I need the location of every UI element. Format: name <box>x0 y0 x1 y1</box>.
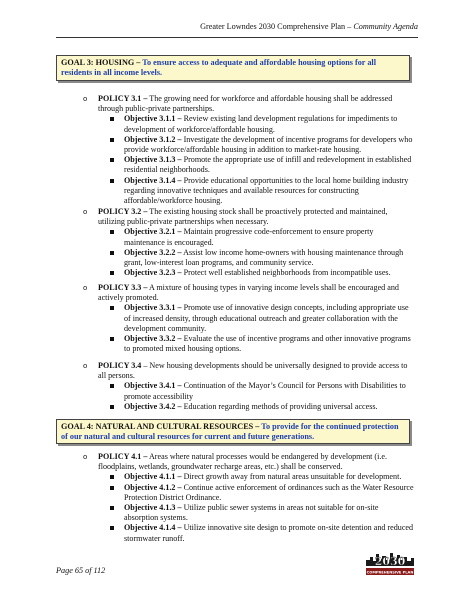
square-bullet-icon <box>110 405 114 409</box>
square-bullet-icon <box>110 306 114 310</box>
objective-text: Review existing land development regulations for impediments to development of workforce/affordable housing. <box>124 114 398 134</box>
plan-2030-logo <box>362 548 418 578</box>
objective-name: Objective 4.1.3 – <box>124 503 182 513</box>
goal-3-text: To ensure access to adequate and affordable housing options for all residents in all income levels. <box>61 58 376 77</box>
policy-text: The existing housing stock shall be proactively protected and maintained, utilizing public-private partnerships when necessary. <box>98 207 388 227</box>
objective-name: Objective 3.3.2 – <box>124 334 182 344</box>
objective-text: Promote the appropriate use of infill and redevelopment in established residential neighborhoods. <box>124 155 412 175</box>
objective-name: Objective 3.1.1 – <box>124 114 182 124</box>
goal-4-box <box>56 419 410 444</box>
objective-item <box>98 381 414 401</box>
objective-list <box>98 381 414 412</box>
circle-bullet-icon: o <box>83 284 88 292</box>
square-bullet-icon <box>110 271 114 275</box>
objective-name: Objective 3.1.4 – <box>124 175 182 185</box>
objective-item <box>98 503 414 523</box>
square-bullet-icon <box>110 475 114 479</box>
objective-name: Objective 3.1.3 – <box>124 155 182 165</box>
policy-3-4 <box>83 361 414 412</box>
square-bullet-icon <box>110 486 114 490</box>
header-subtitle: Community Agenda <box>353 22 418 31</box>
policy-3-3 <box>83 283 414 354</box>
policy-name: POLICY 4.1 – <box>98 452 148 461</box>
policy-3-2 <box>83 207 414 278</box>
goal-3-label: GOAL 3: HOUSING – <box>61 58 143 67</box>
objective-text: Protect well established neighborhoods from incompatible uses. <box>181 268 391 278</box>
objective-text: Assist low income home-owners with housing maintenance through grant, low-interest loan programs, and community service. <box>124 247 404 268</box>
objective-text: Utilize innovative site design to promote on-site detention and reduced stormwater runoff. <box>124 523 414 543</box>
objective-name: Objective 3.4.2 – <box>124 401 182 411</box>
policy-3-1 <box>83 94 414 206</box>
goal-4-text: To provide for the continued protection of our natural and cultural resources for current and future generations. <box>61 422 399 441</box>
objective-item <box>98 155 414 175</box>
policy-text: – New housing developments should be universally designed to provide access to all persons. <box>98 361 408 381</box>
objective-item <box>98 248 414 268</box>
objective-list <box>98 114 414 206</box>
objective-item <box>98 334 414 354</box>
objective-text: Promote use of innovative design concepts, including appropriate use of increased density, through educational outreach and greater collaboration with the development community. <box>124 303 409 333</box>
policy-text: Areas where natural processes would be endangered by development (i.e. floodplains, wetlands, groundwater recharge areas, etc.) shall be conserved. <box>98 452 387 472</box>
objective-list <box>98 472 414 543</box>
objective-name: Objective 4.1.2 – <box>124 482 182 492</box>
objective-name: Objective 3.2.3 – <box>124 268 182 278</box>
objective-item <box>98 483 414 503</box>
header-title: Greater Lowndes 2030 Comprehensive Plan – <box>200 22 354 31</box>
square-bullet-icon <box>110 526 114 530</box>
objective-list <box>98 303 414 354</box>
square-bullet-icon <box>110 384 114 388</box>
objective-item <box>98 227 414 247</box>
policy-name: POLICY 3.2 – <box>98 207 148 216</box>
objective-list <box>98 227 414 278</box>
goal-4-label: GOAL 4: NATURAL AND CULTURAL RESOURCES – <box>61 422 262 431</box>
policy-4-1 <box>83 452 414 544</box>
square-bullet-icon <box>110 230 114 234</box>
policy-name: POLICY 3.1 – <box>98 94 148 103</box>
objective-name: Objective 3.1.2 – <box>124 134 182 144</box>
square-bullet-icon <box>110 158 114 162</box>
policy-name: POLICY 3.4 <box>98 361 142 370</box>
policy-text: A mixture of housing types in varying income levels shall be encouraged and actively promoted. <box>98 283 399 303</box>
logo-caption: COMPREHENSIVE PLAN <box>366 570 414 575</box>
square-bullet-icon <box>110 138 114 142</box>
objective-item <box>98 523 414 543</box>
objective-item <box>98 176 414 207</box>
objective-text: Education regarding methods of providing universal access. <box>181 401 378 411</box>
objective-name: Objective 3.2.2 – <box>124 247 182 257</box>
square-bullet-icon <box>110 117 114 121</box>
objective-name: Objective 3.3.1 – <box>124 303 182 313</box>
objective-text: Utilize public sewer systems in areas not suitable for on-site absorption systems. <box>124 503 379 523</box>
page-header <box>56 22 418 31</box>
objective-text: Direct growth away from natural areas unsuitable for development. <box>181 472 402 482</box>
objective-text: Evaluate the use of incentive programs and other innovative programs to promoted mixed housing options. <box>124 334 411 354</box>
objective-text: Maintain progressive code-enforcement to ensure property maintenance is encouraged. <box>124 227 374 247</box>
square-bullet-icon <box>110 179 114 183</box>
objective-item <box>98 402 414 412</box>
objective-name: Objective 3.4.1 – <box>124 381 182 391</box>
circle-bullet-icon: o <box>83 208 88 216</box>
objective-name: Objective 4.1.1 – <box>124 472 182 482</box>
objective-text: Investigate the development of incentive programs for developers who provide workforce/affordable housing in addition to market-rate housing. <box>124 134 413 155</box>
objective-text: Provide educational opportunities to the local home building industry regarding innovative techniques and available resources for constructing affordable/workforce housing. <box>124 175 409 206</box>
objective-item <box>98 303 414 334</box>
objective-text: Continue active enforcement of ordinances such as the Water Resource Protection District Ordinance. <box>124 482 414 502</box>
objective-item <box>98 268 414 278</box>
objective-name: Objective 4.1.4 – <box>124 523 182 533</box>
header-divider <box>56 37 418 38</box>
circle-bullet-icon: o <box>83 362 88 370</box>
objective-item <box>98 114 414 134</box>
square-bullet-icon <box>110 337 114 341</box>
objective-text: Continuation of the Mayor’s Council for Persons with Disabilities to promote accessibility <box>124 381 406 401</box>
objective-item <box>98 472 414 482</box>
circle-bullet-icon: o <box>83 453 88 461</box>
page-number: Page 65 of 112 <box>56 566 106 575</box>
policy-name: POLICY 3.3 – <box>98 283 148 292</box>
goal-3-box <box>56 55 410 81</box>
objective-item <box>98 135 414 155</box>
square-bullet-icon <box>110 251 114 255</box>
circle-bullet-icon: o <box>83 95 88 103</box>
objective-name: Objective 3.2.1 – <box>124 227 182 237</box>
policy-text: The growing need for workforce and affordable housing shall be addressed through public-private partnerships. <box>98 94 393 114</box>
logo-year: 2030 <box>374 555 406 568</box>
square-bullet-icon <box>110 506 114 510</box>
